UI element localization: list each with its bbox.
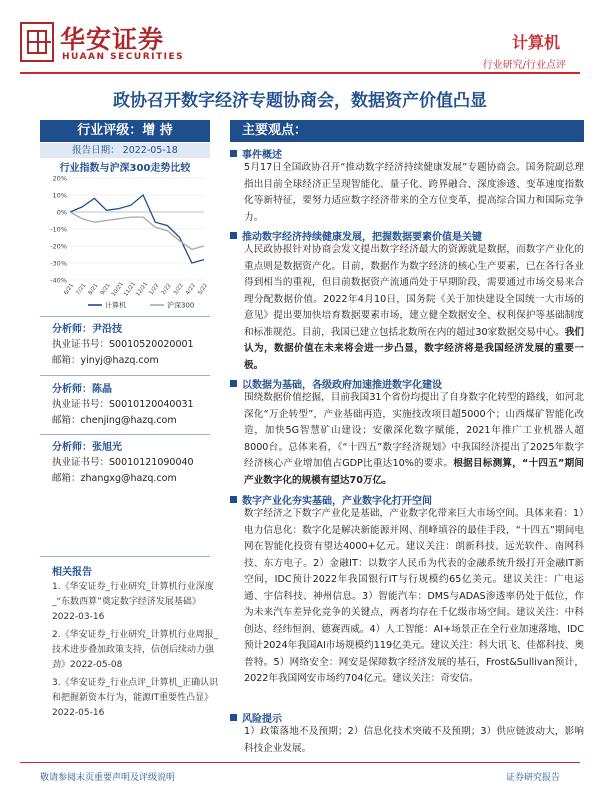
series-line-benchmark [70, 212, 204, 249]
main-points-header: 主要观点： [230, 120, 584, 142]
x-tick-label: 10/21 [110, 281, 125, 298]
header-divider [20, 72, 580, 74]
x-tick-label: 8/21 [87, 282, 100, 297]
x-tick-label: 5/22 [197, 282, 210, 297]
analyst-cert: 执业证书号：S0010520020001 [52, 339, 194, 350]
related-report-item[interactable]: 1.《华安证券_行业研究_计算机行业深度_“东数西算”奠定数字经济发展基础》2022-03-16 [52, 582, 214, 622]
x-tick-label: 1/22 [148, 282, 161, 297]
y-tick-label: -30% [50, 259, 67, 268]
divider [40, 434, 210, 435]
bullet-square-icon [230, 380, 237, 387]
analyst-email[interactable]: 邮箱：yinyj@hazq.com [52, 355, 159, 366]
section-text: 人民政协报针对协商会发文提出数字经济最大的资源就是数据，而数字产业化的重点则是数据资产化。目前，数据作为数字经济的核心生产要素，已在各行各业得到相当的重视，但目前数据资产流通尚处于早期阶段，需要通过市场交易来合理分配数据价值。2022年4月10日，国务院《关于加快建设全国统一大市场的意见》提出要加快培育数据要素市场，建立健全数据安全、权利保护等基础制度和标准规范。目前，我国已建立包括北数所在内的超过30家数据交易中心。我们认为，数据价值在未来将会进一步凸显，数字经济将是我国经济发展的重要一极。 [244, 244, 584, 371]
related-report-item[interactable]: 2.《华安证券_行业研究_计算机行业周报_技术进步叠加政策支持，信创后续动力强劲》2022-05-08 [52, 630, 219, 670]
section-text: 围绕数据价值挖掘，目前我国31个省份均提出了自身数字化转型的路线，如河北深化“万企转型”，产业基础再造，实施技改项目超5000个；山西煤矿智能化改造，加快5G智慧矿山建设；安徽深化数字赋能，2021年推广工业机器人超8000台。总体来看，《“十四五”数字经济规划》中我国经济提出了2025年数字经济核心产业增加值占GDP比重达10%的要求。根据目标测算，“十四五”期间产业数字化的规模有望达70万亿。 [244, 392, 584, 486]
y-tick-label: -20% [50, 242, 67, 251]
rating-badge: 行业评级：增 持 [40, 120, 210, 142]
x-tick-label: 9/21 [99, 282, 112, 297]
footer-divider [20, 762, 580, 763]
x-tick-label: 2/22 [160, 282, 173, 297]
section-heading: 推动数字经济持续健康发展，把握数据要素价值是关键 [230, 228, 482, 243]
section-text: 5月17日全国政协召开“推动数字经济持续健康发展”专题协商会。国务院副总理指出目前全球经济正呈现智能化、量子化、跨界融合、深度渗透、变革速度指数化等新特征，要努力适应数字经济带来的全方位变革，提高综合国力和国际竞争力。 [244, 162, 584, 223]
bullet-square-icon [230, 496, 237, 503]
doc-type-label: 行业研究/行业点评 [482, 60, 566, 71]
analyst-cert: 执业证书号：S0010121090040 [52, 457, 194, 468]
page-title: 政协召开数字经济专题协商会，数据资产价值凸显 [113, 91, 487, 111]
section-heading: 风险提示 [230, 710, 282, 725]
sector-label: 计算机 [511, 33, 560, 52]
y-tick-label: 20% [52, 174, 67, 183]
analyst-email[interactable]: 邮箱：chenjing@hazq.com [52, 415, 177, 426]
x-tick-label: 6/21 [63, 282, 76, 297]
divider [40, 375, 210, 376]
index-comparison-chart [40, 172, 210, 312]
analyst-name: 分析师：陈晶 [52, 384, 112, 395]
divider [40, 316, 210, 317]
legend-label: 沪深300 [167, 301, 195, 310]
x-tick-label: 4/22 [184, 282, 198, 297]
bullet-square-icon [230, 232, 237, 239]
section-heading: 数字产业化夯实基础，产业数字化打开空间 [230, 492, 432, 507]
x-tick-label: 7/21 [75, 282, 88, 297]
report-date: 报告日期： 2022-05-18 [40, 143, 210, 158]
chart-title: 行业指数与沪深300走势比较 [59, 163, 191, 174]
bullet-square-icon [230, 714, 237, 721]
analyst-cert: 执业证书号：S0010120040031 [52, 399, 194, 410]
brand-name-en: HUAAN SECURITIES [62, 52, 185, 62]
section-text: 数字经济之下数字产业化是基础，产业数字化带来巨大市场空间。具体来看：1）电力信息化：数字化是解决新能源并网、削峰填谷的最佳手段，“十四五”期间电网在智能化投资有望达4000+亿元。建议关注：朗新科技、远光软件、南网科技、东方电子。2）金融IT：以数字人民币为代表的金融系统升级打开金融IT新空间，IDC预计2022年我国银行IT与行规模约65亿美元。建议关注：广电运通、宇信科技、神州信息。3）智能汽车：DMS与ADAS渗透率仍处于低位，作为未来汽车差异化竞争的关键点，两者均存在千亿级市场空间。建议关注：中科创达、经纬恒润、德赛西威。4）人工智能：AI+场景正在全行业加速落地，IDC预计2024年我国AI市场规模约119亿美元。建议关注：科大讯飞、佳都科技、奥普特。5）网络安全：网安是保障数字经济发展的基石，Frost&Sullivan预计，2022年我国网安市场约704亿元。建议关注：奇安信。 [244, 508, 584, 684]
legend-label: 计算机 [105, 301, 126, 310]
y-tick-label: 0% [56, 208, 67, 217]
y-tick-label: 10% [52, 191, 67, 200]
related-report-item[interactable]: 3.《华安证券_行业点评_计算机_正确认识和把握新资本行为，能源IT重要性凸显》2022-05-16 [52, 678, 219, 718]
section-heading: 事件概述 [230, 146, 282, 161]
x-tick-label: 3/22 [172, 282, 185, 297]
analyst-name: 分析师：张旭光 [52, 442, 122, 453]
y-tick-label: -40% [50, 276, 67, 285]
brand-name: 华安证券 [60, 25, 165, 54]
divider [40, 556, 210, 557]
section-text: 1）政策落地不及预期；2）信息化技术突破不及预期；3）供应链波动大，影响科技企业发展。 [244, 726, 584, 754]
bullet-square-icon [230, 150, 237, 157]
footer-label: 证券研究报告 [505, 773, 560, 783]
x-tick-label: 12/21 [135, 281, 150, 298]
x-tick-label: 11/21 [123, 281, 138, 298]
related-reports-title: 相关报告 [52, 567, 92, 578]
logo [20, 22, 54, 62]
footer-disclaimer[interactable]: 敬请参阅末页重要声明及评级说明 [40, 773, 176, 783]
analyst-name: 分析师：尹沿技 [52, 324, 122, 335]
analyst-email[interactable]: 邮箱：zhangxg@hazq.com [52, 473, 177, 484]
y-tick-label: -10% [50, 225, 67, 234]
section-heading: 以数据为基础，各级政府加速推进数字化建设 [230, 376, 442, 391]
